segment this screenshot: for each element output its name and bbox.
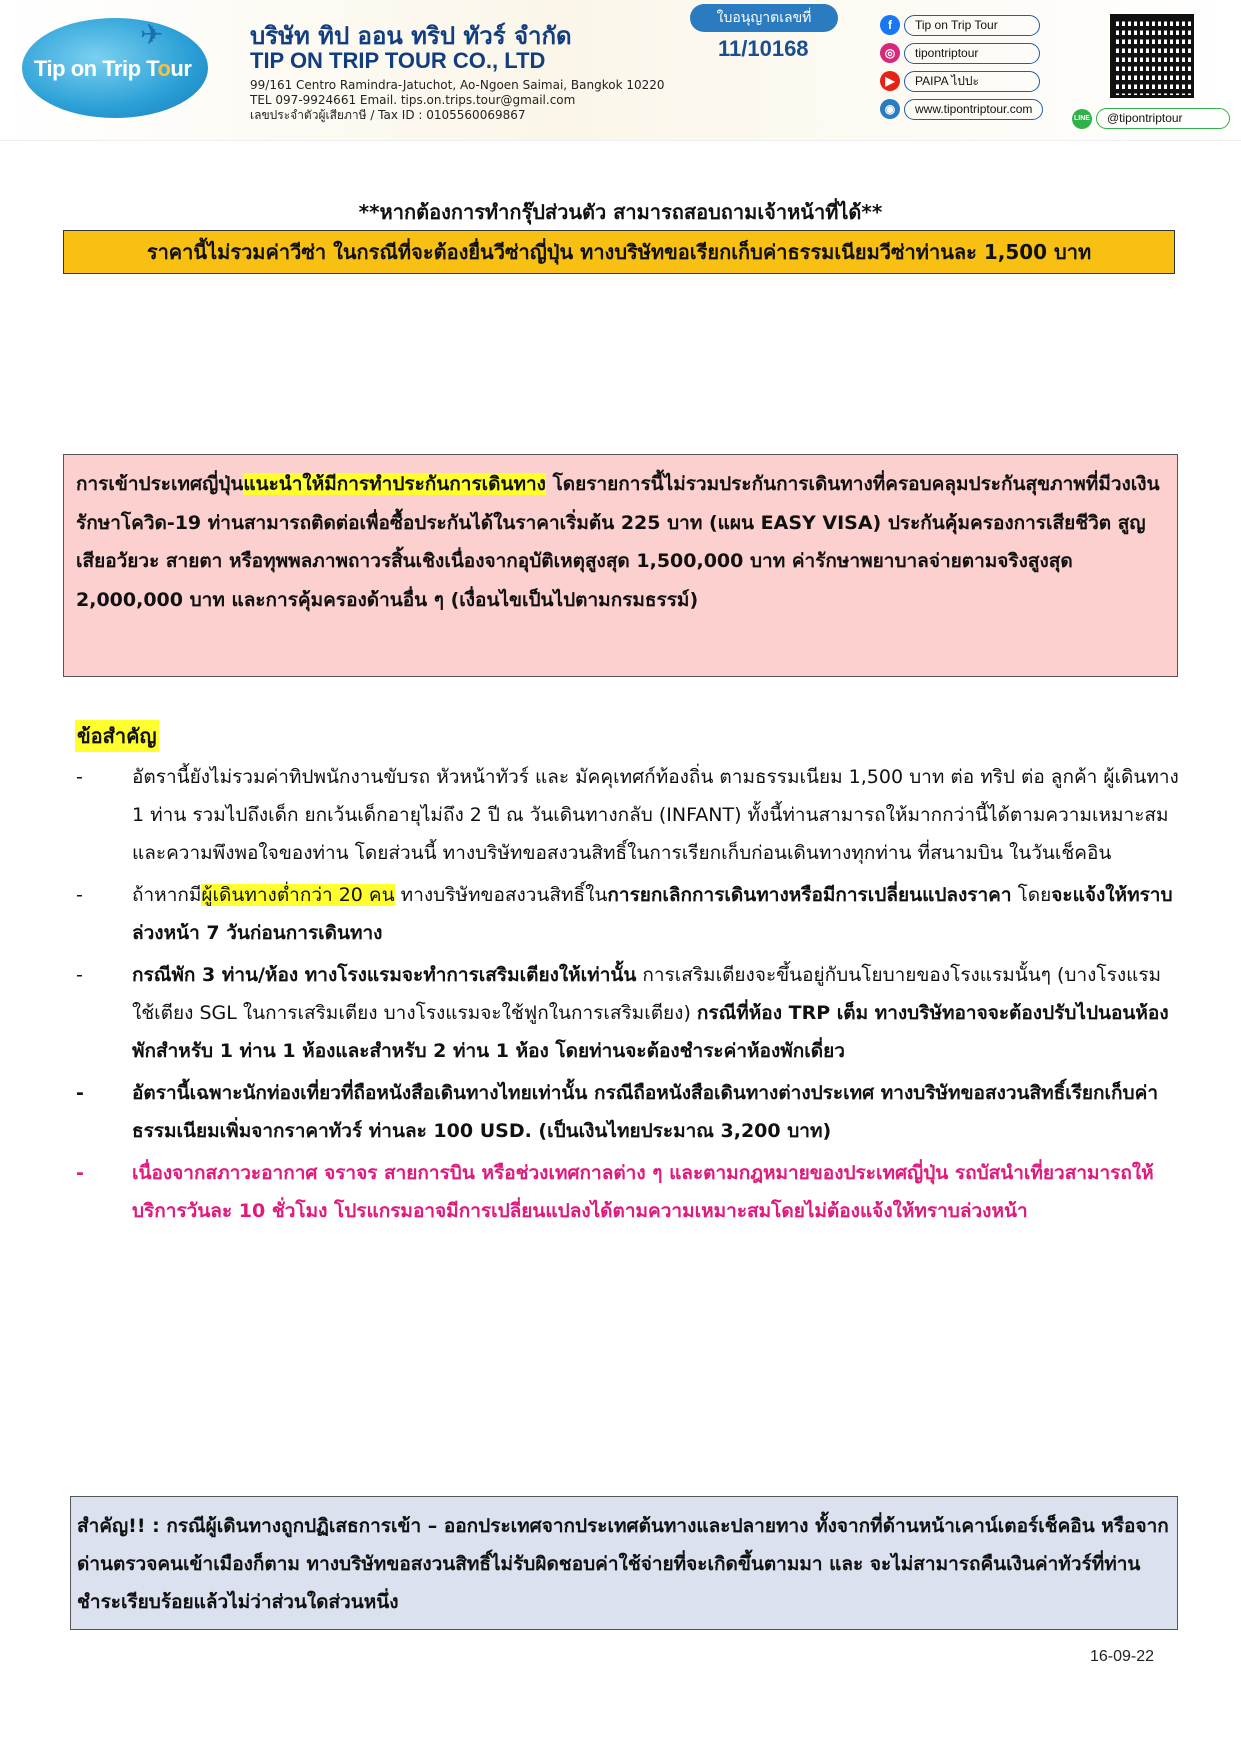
visa-fee-notice: ราคานี้ไม่รวมค่าวีซ่า ในกรณีที่จะต้องยื่นวีซ่าญี่ปุ่น ทางบริษัทขอเรียกเก็บค่าธรรมเนียมวีซ่าท่านละ 1,500 บาท (63, 230, 1175, 274)
advance-notice-bold: จะแจ้งให้ทราบล่วงหน้า 7 วันก่อนการเดินทาง (132, 884, 1173, 944)
trp-full-bold: กรณีที่ห้อง TRP เต็ม ทางบริษัทอาจจะต้องปรับไปนอนห้องพักสำหรับ 1 ท่าน 1 ห้องและสำหรับ 2 ท่าน 1 ห้อง โดยท่านจะต้องชำระค่าห้องพักเดี่ยว (132, 1002, 1169, 1062)
passport-policy-text: อัตรานี้เฉพาะนักท่องเที่ยวที่ถือหนังสือเดินทางไทยเท่านั้น กรณีถือหนังสือเดินทางต่างประเทศ ทางบริษัทขอสงวนสิทธิ์เรียกเก็บค่าธรรมเนียมเพิ่มจากราคาทัวร์ ท่านละ 100 USD. (เป็นเงินไทยประมาณ 3,200 บาท) (132, 1082, 1158, 1142)
min-travelers-text: ถ้าหากมี (132, 884, 202, 906)
cancellation-bold: การยกเลิกการเดินทางหรือมีการเปลี่ยนแปลงราคา (607, 884, 1012, 906)
insurance-notice (63, 454, 1178, 677)
private-group-notice: **หากต้องการทำกรุ๊ปส่วนตัว สามารถสอบถามเจ้าหน้าที่ได้** (358, 200, 883, 224)
instagram-label: tipontriptour (904, 43, 1040, 64)
min-travelers-text-3: โดย (1011, 884, 1052, 906)
bullet-dash: - (76, 1082, 84, 1104)
facebook-icon: f (880, 15, 900, 35)
line-icon: LINE (1072, 109, 1092, 129)
bullet-dash: - (76, 884, 83, 906)
list-item (70, 758, 1180, 872)
social-line[interactable] (1072, 108, 1230, 129)
tax-line: เลขประจำตัวผู้เสียภาษี / Tax ID : 0105560069867 (250, 108, 526, 122)
company-name-en: TIP ON TRIP TOUR CO., LTD (250, 48, 546, 73)
line-label: @tipontriptour (1096, 108, 1230, 129)
license-label: ใบอนุญาตเลขที่ (690, 4, 838, 32)
address-line: 99/161 Centro Ramindra-Jatuchot, Ao-Ngoen Saimai, Bangkok 10220 (250, 78, 665, 92)
key-points-list (70, 758, 1180, 1234)
tip-policy-text: อัตรานี้ยังไม่รวมค่าทิปพนักงานขับรถ หัวหน้าทัวร์ และ มัคคุเทศก์ท้องถิ่น ตามธรรมเนียม 1,500 บาท ต่อ ทริป ต่อ ลูกค้า ผู้เดินทาง 1 ท่าน รวมไปถึงเด็ก ยกเว้นเด็กอายุไม่ถึง 2 ปี ณ วันเดินทางกลับ (INFANT) ทั้งนี้ท่านสามารถให้มากกว่านี้ได้ตามความเหมาะสมและความพึงพอใจของท่าน โดยส่วนนี้ ทางบริษัทขอสงวนสิทธิ์ในการเรียกเก็บก่อนเดินทางทุกท่าน ที่สนามบิน ในวันเช็คอิน (132, 766, 1179, 864)
bullet-dash: - (76, 766, 83, 788)
key-points-title: ข้อสำคัญ (75, 720, 159, 752)
social-website[interactable] (880, 98, 1040, 120)
insurance-lead: การเข้าประเทศญี่ปุ่น (76, 473, 244, 495)
instagram-icon: ◎ (880, 43, 900, 63)
bullet-dash: - (76, 1162, 84, 1184)
triple-room-bold: กรณีพัก 3 ท่าน/ห้อง ทางโรงแรมจะทำการเสริมเตียงให้เท่านั้น (132, 964, 637, 986)
list-item (70, 956, 1180, 1070)
social-links (880, 14, 1040, 126)
insurance-body: โดยรายการนี้ไม่รวมประกันการเดินทางที่ครอบคลุมประกันสุขภาพที่มีวงเงินรักษาโควิด-19 ท่านสามารถติดต่อเพื่อซื้อประกันได้ในราคาเริ่มต้น 225 บาท (แผน EASY VISA) ประกันคุ้มครองการเสียชีวิต สูญเสียอวัยวะ สายตา หรือทุพพลภาพถาวรสิ้นเชิงเนื่องจากอุบัติเหตุสูงสุด 1,500,000 บาท ค่ารักษาพยาบาลจ่ายตามจริงสูงสุด 2,000,000 บาท และการคุ้มครองด้านอื่น ๆ (เงื่อนไขเป็นไปตามกรมธรรม์) (76, 473, 1160, 611)
social-facebook[interactable] (880, 14, 1040, 36)
extra-bed-text: การเสริมเตียงจะขึ้นอยู่กับนโยบายของโรงแรมนั้นๆ (บางโรงแรมใช้เตียง SGL ในการเสริมเตียง บางโรงแรมจะใช้ฟูกในการเสริมเตียง) (132, 964, 1162, 1024)
important-disclaimer: สำคัญ!! : กรณีผู้เดินทางถูกปฏิเสธการเข้า – ออกประเทศจากประเทศต้นทางและปลายทาง ทั้งจากที่ด้านหน้าเคาน์เตอร์เช็คอิน หรือจากด่านตรวจคนเข้าเมืองก็ตาม ทางบริษัทขอสงวนสิทธิ์ไม่รับผิดชอบค่าใช้จ่ายที่จะเกิดขึ้นตามมา และ จะไม่สามารถคืนเงินค่าทัวร์ที่ท่านชำระเรียบร้อยแล้วไม่ว่าส่วนใดส่วนหนึ่ง (70, 1496, 1178, 1630)
youtube-icon: ▶ (880, 71, 900, 91)
logo-text: Tip on Trip Tour (34, 56, 192, 81)
contact-line: TEL 097-9924661 Email. tips.on.trips.tour@gmail.com (250, 93, 576, 107)
insurance-highlight: แนะนำให้มีการทำประกันการเดินทาง (243, 473, 546, 495)
qr-code[interactable] (1110, 14, 1194, 98)
web-icon: ◉ (880, 99, 900, 119)
list-item (70, 1154, 1180, 1230)
facebook-label: Tip on Trip Tour (904, 15, 1040, 36)
bus-hours-text: เนื่องจากสภาวะอากาศ จราจร สายการบิน หรือช่วงเทศกาลต่าง ๆ และตามกฎหมายของประเทศญี่ปุ่น รถบัสนำเที่ยวสามารถให้บริการวันละ 10 ชั่วโมง โปรแกรมอาจมีการเปลี่ยนแปลงได้ตามความเหมาะสมโดยไม่ต้องแจ้งให้ทราบล่วงหน้า (132, 1162, 1154, 1222)
document-date: 16-09-22 (1090, 1648, 1155, 1665)
social-youtube[interactable] (880, 70, 1040, 92)
company-name-th: บริษัท ทิป ออน ทริป ทัวร์ จำกัด (250, 22, 572, 50)
license-number: 11/10168 (718, 36, 809, 61)
bullet-dash: - (76, 964, 83, 986)
min-travelers-highlight: ผู้เดินทางต่ำกว่า 20 คน (201, 884, 395, 906)
social-instagram[interactable] (880, 42, 1040, 64)
min-travelers-text-2: ทางบริษัทขอสงวนสิทธิ์ใน (394, 884, 608, 906)
youtube-label: PAIPA ไปปะ (904, 71, 1040, 92)
list-item (70, 1074, 1180, 1150)
list-item (70, 876, 1180, 952)
website-label: www.tipontriptour.com (904, 99, 1043, 120)
letterhead (0, 0, 1241, 141)
airplane-icon: ✈ (140, 18, 164, 51)
company-address (250, 78, 665, 123)
